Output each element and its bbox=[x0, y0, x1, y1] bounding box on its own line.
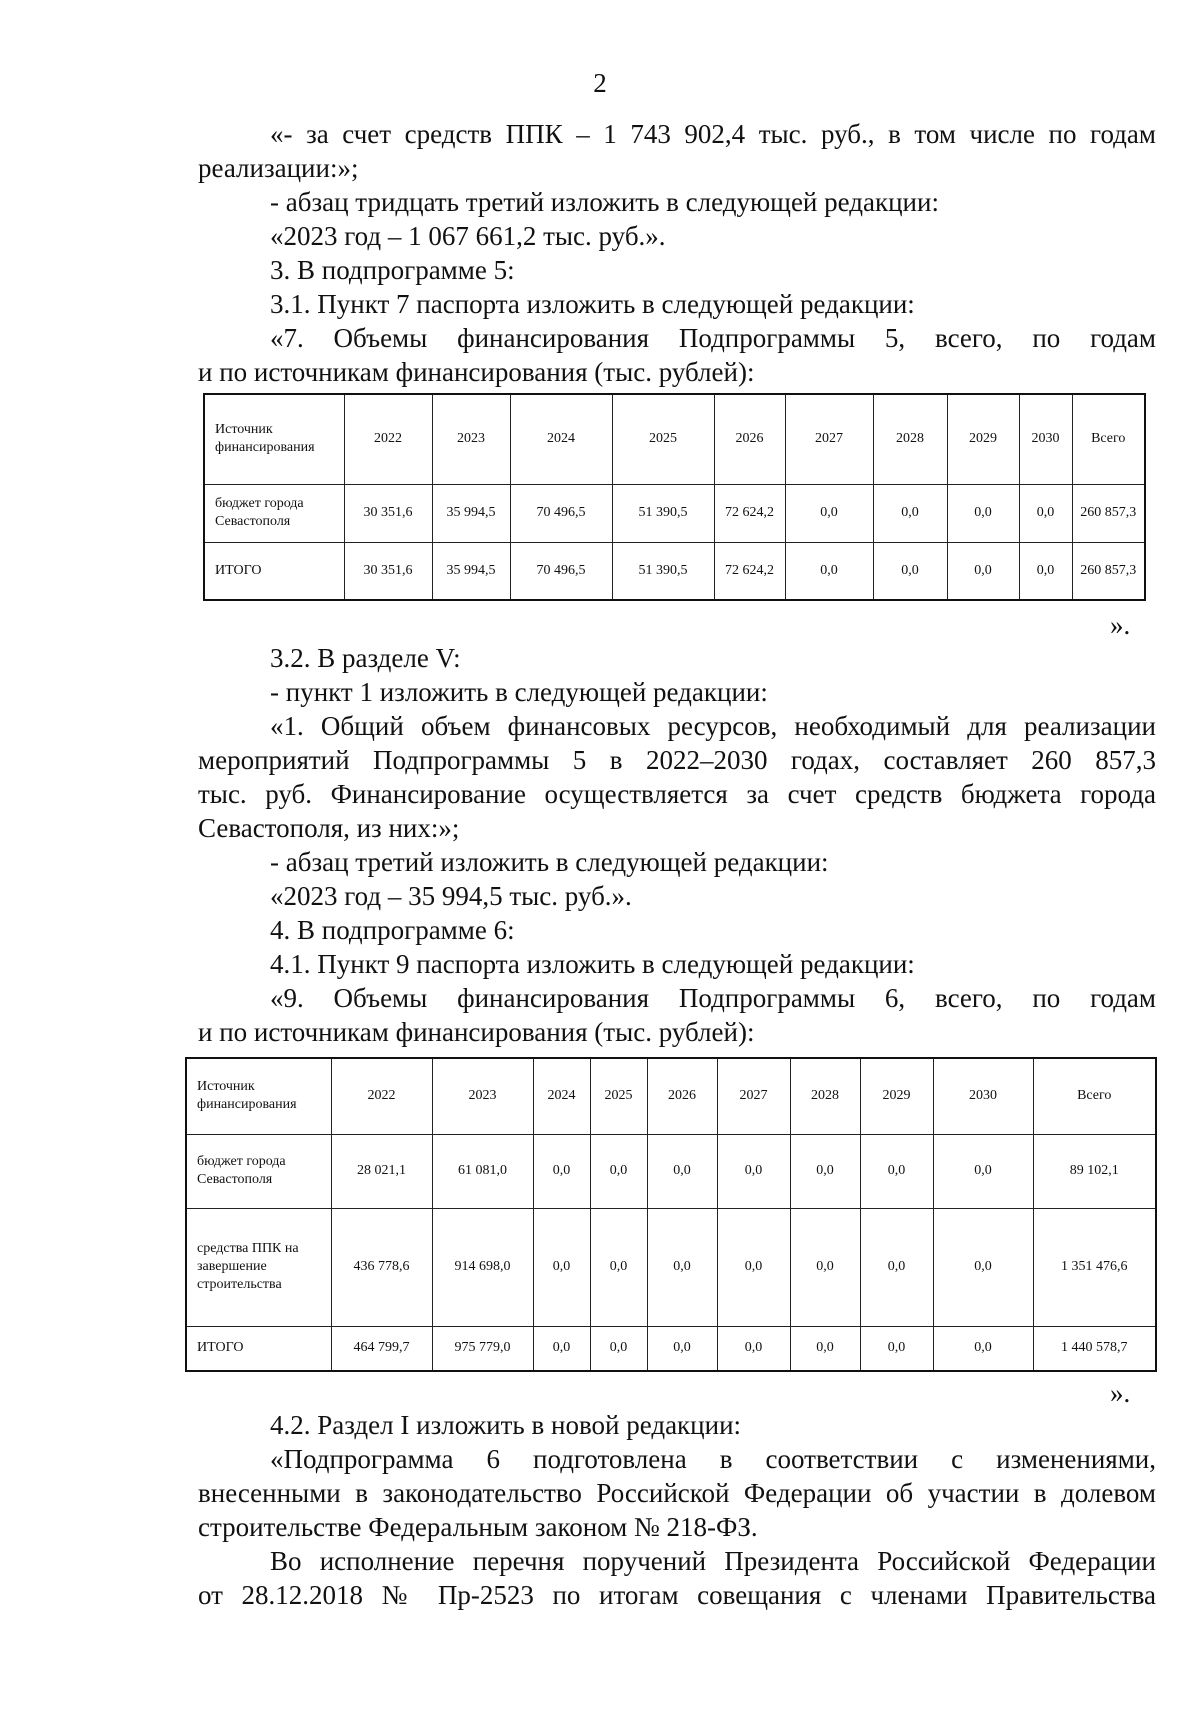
table-cell: 0,0 bbox=[933, 1326, 1033, 1371]
header-cell: 2028 bbox=[873, 394, 947, 484]
table-cell: 72 624,2 bbox=[714, 542, 785, 600]
paragraph-line: «9. Объемы финансирования Подпрограммы 6, всего, по годам bbox=[270, 983, 1156, 1013]
header-cell: 2024 bbox=[533, 1058, 590, 1134]
table-cell: 0,0 bbox=[533, 1134, 590, 1208]
table-row bbox=[186, 1134, 1156, 1208]
paragraph-line: внесенными в законодательство Российской Федерации об участии в долевом bbox=[198, 1478, 1156, 1508]
table-cell: 35 994,5 bbox=[432, 484, 510, 542]
paragraph-line: - пункт 1 изложить в следующей редакции: bbox=[270, 677, 768, 707]
table-cell: 89 102,1 bbox=[1033, 1134, 1156, 1208]
table-cell: 0,0 bbox=[590, 1326, 647, 1371]
paragraph-line: 3. В подпрограмме 5: bbox=[270, 255, 515, 285]
table-cell: 0,0 bbox=[647, 1134, 717, 1208]
table-row bbox=[186, 1326, 1156, 1371]
paragraph-line: - абзац тридцать третий изложить в следующей редакции: bbox=[270, 187, 939, 217]
header-cell: 2029 bbox=[860, 1058, 933, 1134]
paragraph-line: 4.1. Пункт 9 паспорта изложить в следующей редакции: bbox=[270, 949, 915, 979]
table-cell: 51 390,5 bbox=[612, 484, 714, 542]
table-cell: 0,0 bbox=[860, 1208, 933, 1326]
text-section-bottom bbox=[198, 1408, 1156, 1612]
paragraph-line: «1. Общий объем финансовых ресурсов, необходимый для реализации bbox=[270, 711, 1156, 741]
table-cell: 61 081,0 bbox=[432, 1134, 533, 1208]
paragraph-line: - абзац третий изложить в следующей редакции: bbox=[270, 847, 829, 877]
table-cell: 0,0 bbox=[790, 1134, 860, 1208]
table-cell: 30 351,6 bbox=[344, 542, 432, 600]
table-cell: 0,0 bbox=[860, 1326, 933, 1371]
paragraph-line: «2023 год – 1 067 661,2 тыс. руб.». bbox=[270, 221, 666, 251]
table-cell: 0,0 bbox=[860, 1134, 933, 1208]
header-cell: 2022 bbox=[331, 1058, 432, 1134]
table-cell: 0,0 bbox=[717, 1134, 790, 1208]
paragraph-line: 3.1. Пункт 7 паспорта изложить в следующей редакции: bbox=[270, 289, 915, 319]
table-cell: 0,0 bbox=[717, 1208, 790, 1326]
financing-table-subprogram-5 bbox=[203, 393, 1146, 601]
paragraph-line: мероприятий Подпрограммы 5 в 2022–2030 годах, составляет 260 857,3 bbox=[198, 745, 1156, 775]
header-cell: 2030 bbox=[1019, 394, 1072, 484]
header-cell: 2027 bbox=[717, 1058, 790, 1134]
paragraph-line: и по источникам финансирования (тыс. рублей): bbox=[198, 1017, 755, 1047]
table-cell: 0,0 bbox=[873, 484, 947, 542]
table-cell: 464 799,7 bbox=[331, 1326, 432, 1371]
table-cell: 0,0 bbox=[933, 1134, 1033, 1208]
row-label-cell: бюджет города Севастополя bbox=[186, 1134, 331, 1208]
row-label-cell: бюджет города Севастополя bbox=[204, 484, 344, 542]
paragraph-line: и по источникам финансирования (тыс. рублей): bbox=[198, 357, 755, 387]
text-section-middle bbox=[198, 641, 1156, 1049]
table-cell: 0,0 bbox=[590, 1134, 647, 1208]
table-cell: 0,0 bbox=[717, 1326, 790, 1371]
paragraph-line: «Подпрограмма 6 подготовлена в соответствии с изменениями, bbox=[270, 1444, 1156, 1474]
table-cell: 0,0 bbox=[947, 542, 1019, 600]
paragraph-line: Во исполнение перечня поручений Президента Российской Федерации bbox=[270, 1546, 1156, 1576]
table-cell: 72 624,2 bbox=[714, 484, 785, 542]
row-label-cell: ИТОГО bbox=[186, 1326, 331, 1371]
table-cell: 51 390,5 bbox=[612, 542, 714, 600]
table-cell: 70 496,5 bbox=[510, 542, 612, 600]
table-cell: 260 857,3 bbox=[1072, 484, 1145, 542]
header-cell: 2022 bbox=[344, 394, 432, 484]
table-row bbox=[204, 542, 1145, 600]
row-label-cell: ИТОГО bbox=[204, 542, 344, 600]
table-header-row bbox=[186, 1058, 1156, 1134]
paragraph-line: «- за счет средств ППК – 1 743 902,4 тыс. руб., в том числе по годам bbox=[270, 119, 1156, 149]
table-cell: 70 496,5 bbox=[510, 484, 612, 542]
header-cell: 2025 bbox=[590, 1058, 647, 1134]
table-cell: 0,0 bbox=[785, 484, 873, 542]
table-cell: 1 351 476,6 bbox=[1033, 1208, 1156, 1326]
table-cell: 0,0 bbox=[1019, 484, 1072, 542]
page-number: 2 bbox=[593, 68, 607, 98]
table-cell: 35 994,5 bbox=[432, 542, 510, 600]
header-cell: 2026 bbox=[714, 394, 785, 484]
table-cell: 0,0 bbox=[873, 542, 947, 600]
paragraph-line: 4. В подпрограмме 6: bbox=[270, 915, 515, 945]
table-cell: 0,0 bbox=[790, 1208, 860, 1326]
table-cell: 0,0 bbox=[590, 1208, 647, 1326]
header-cell: 2029 bbox=[947, 394, 1019, 484]
table-cell: 0,0 bbox=[947, 484, 1019, 542]
header-cell: 2026 bbox=[647, 1058, 717, 1134]
paragraph-line: «7. Объемы финансирования Подпрограммы 5, всего, по годам bbox=[270, 323, 1156, 353]
paragraph-line: строительстве Федеральным законом № 218-ФЗ. bbox=[198, 1512, 758, 1542]
table-header-row bbox=[204, 394, 1145, 484]
paragraph-line: от 28.12.2018 № Пр-2523 по итогам совещания с членами Правительства bbox=[198, 1580, 1156, 1610]
table-cell: 0,0 bbox=[533, 1326, 590, 1371]
financing-table-subprogram-6 bbox=[185, 1057, 1157, 1372]
table-cell: 975 779,0 bbox=[432, 1326, 533, 1371]
paragraph-line: тыс. руб. Финансирование осуществляется за счет средств бюджета города bbox=[198, 779, 1156, 809]
table-cell: 0,0 bbox=[1019, 542, 1072, 600]
header-cell: Всего bbox=[1033, 1058, 1156, 1134]
header-cell: 2027 bbox=[785, 394, 873, 484]
paragraph-line: «2023 год – 35 994,5 тыс. руб.». bbox=[270, 881, 632, 911]
table-cell: 1 440 578,7 bbox=[1033, 1326, 1156, 1371]
closing-quote: ». bbox=[1110, 1378, 1131, 1408]
header-cell: Всего bbox=[1072, 394, 1145, 484]
header-cell: 2023 bbox=[432, 1058, 533, 1134]
table-cell: 30 351,6 bbox=[344, 484, 432, 542]
paragraph-line: 4.2. Раздел I изложить в новой редакции: bbox=[270, 1410, 742, 1440]
table-cell: 0,0 bbox=[785, 542, 873, 600]
paragraph-line: Севастополя, из них:»; bbox=[198, 813, 460, 843]
header-cell: 2024 bbox=[510, 394, 612, 484]
table-cell: 260 857,3 bbox=[1072, 542, 1145, 600]
table-cell: 0,0 bbox=[790, 1326, 860, 1371]
text-section-top bbox=[198, 117, 1156, 389]
table-row bbox=[186, 1208, 1156, 1326]
header-cell: 2028 bbox=[790, 1058, 860, 1134]
table-cell: 436 778,6 bbox=[331, 1208, 432, 1326]
header-cell: Источник финансирования bbox=[204, 394, 344, 484]
table-row bbox=[204, 484, 1145, 542]
paragraph-line: реализации:»; bbox=[198, 153, 359, 183]
table-cell: 0,0 bbox=[647, 1208, 717, 1326]
header-cell: 2023 bbox=[432, 394, 510, 484]
table-cell: 0,0 bbox=[647, 1326, 717, 1371]
header-cell: 2025 bbox=[612, 394, 714, 484]
header-cell: Источник финансирования bbox=[186, 1058, 331, 1134]
table-cell: 0,0 bbox=[933, 1208, 1033, 1326]
paragraph-line: 3.2. В разделе V: bbox=[270, 643, 461, 673]
header-cell: 2030 bbox=[933, 1058, 1033, 1134]
table-cell: 28 021,1 bbox=[331, 1134, 432, 1208]
closing-quote: ». bbox=[1110, 610, 1131, 640]
table-cell: 0,0 bbox=[533, 1208, 590, 1326]
table-cell: 914 698,0 bbox=[432, 1208, 533, 1326]
row-label-cell: средства ППК на завершение строительства bbox=[186, 1208, 331, 1326]
